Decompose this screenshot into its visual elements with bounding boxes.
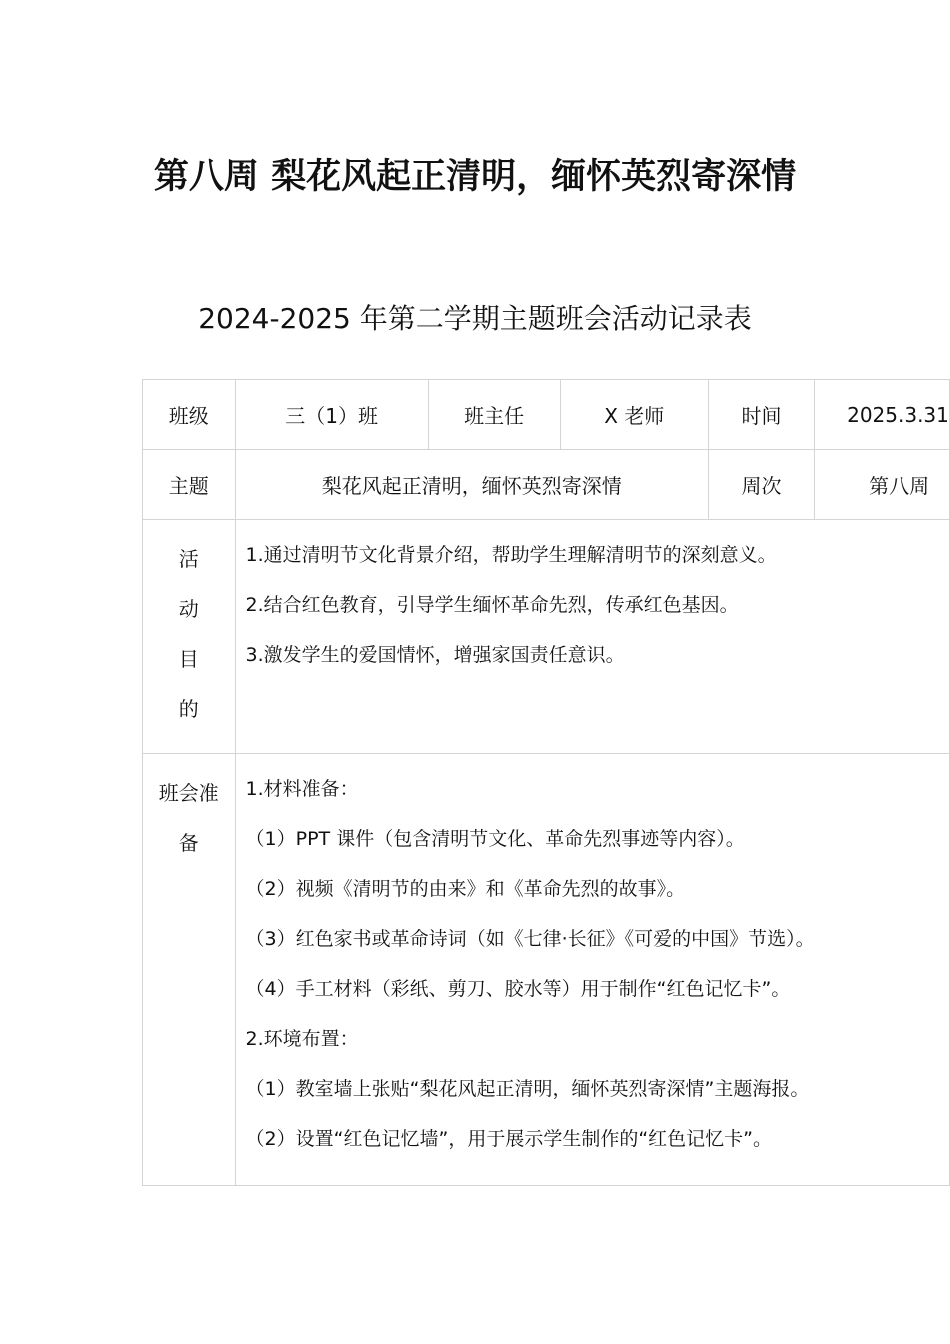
- preparation-item: （1）PPT 课件（包含清明节文化、革命先烈事迹等内容）。: [245, 828, 745, 850]
- topic-label: 主题: [143, 450, 236, 520]
- week-label: 周次: [708, 450, 814, 520]
- table-row-class-info: [143, 380, 950, 450]
- preparation-content: [235, 754, 949, 1186]
- class-value: 三（1）班: [235, 380, 428, 450]
- goal-item: 1.通过清明节文化背景介绍，帮助学生理解清明节的深刻意义。: [245, 544, 777, 566]
- goals-label-char: 活: [178, 547, 199, 571]
- topic-value: 梨花风起正清明，缅怀英烈寄深情: [235, 450, 708, 520]
- preparation-label: [143, 754, 236, 1186]
- teacher-value: X 老师: [560, 380, 708, 450]
- preparation-item: （4）手工材料（彩纸、剪刀、胶水等）用于制作“红色记忆卡”。: [245, 978, 791, 1000]
- goals-label-char: 动: [178, 597, 199, 621]
- goals-label-char: 的: [178, 697, 199, 721]
- goals-content: [235, 520, 949, 754]
- preparation-item: 1.材料准备：: [245, 778, 359, 800]
- goals-label: [143, 520, 236, 754]
- record-table-title: 2024-2025 年第二学期主题班会活动记录表: [198, 302, 752, 335]
- time-value: 2025.3.31: [815, 380, 950, 450]
- page-title: 第八周 梨花风起正清明，缅怀英烈寄深情: [153, 157, 797, 197]
- week-value: 第八周: [815, 450, 950, 520]
- table-row-preparation: [143, 754, 950, 1186]
- table-row-topic: [143, 450, 950, 520]
- activity-record-table: [142, 379, 950, 1186]
- goal-item: 2.结合红色教育，引导学生缅怀革命先烈，传承红色基因。: [245, 594, 739, 616]
- time-label: 时间: [708, 380, 814, 450]
- preparation-item: （3）红色家书或革命诗词（如《七律·长征》《可爱的中国》节选）。: [245, 928, 815, 950]
- goals-label-char: 目: [178, 647, 199, 671]
- preparation-label-line: 备: [178, 831, 199, 855]
- goal-item: 3.激发学生的爱国情怀，增强家国责任意识。: [245, 644, 625, 666]
- class-label: 班级: [143, 380, 236, 450]
- preparation-item: （2）设置“红色记忆墙”，用于展示学生制作的“红色记忆卡”。: [245, 1128, 773, 1150]
- preparation-item: （2）视频《清明节的由来》和《革命先烈的故事》。: [245, 878, 686, 900]
- preparation-label-line: 班会准: [158, 781, 219, 805]
- preparation-item: （1）教室墙上张贴“梨花风起正清明，缅怀英烈寄深情”主题海报。: [245, 1078, 810, 1100]
- table-row-goals: [143, 520, 950, 754]
- teacher-label: 班主任: [428, 380, 560, 450]
- preparation-item: 2.环境布置：: [245, 1028, 359, 1050]
